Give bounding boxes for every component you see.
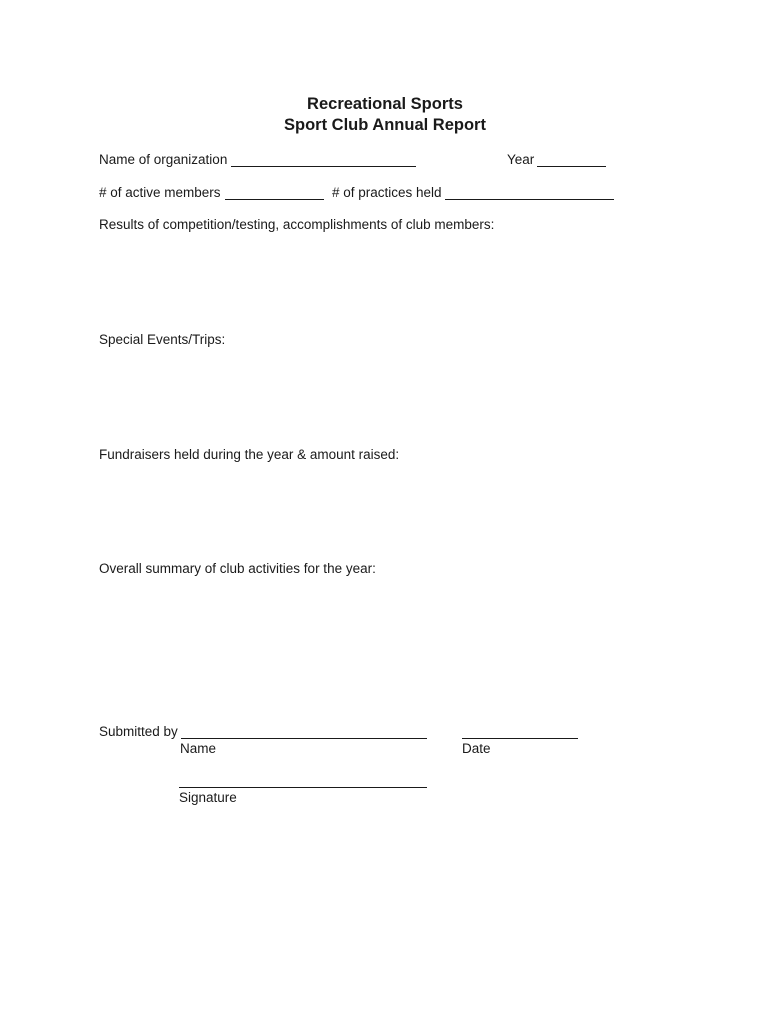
- summary-answer-area[interactable]: [99, 584, 659, 704]
- active-members-label: # of active members: [99, 185, 221, 200]
- signature-caption: Signature: [179, 790, 237, 805]
- practices-label: # of practices held: [332, 185, 442, 200]
- year-field[interactable]: [537, 152, 606, 167]
- results-answer-area[interactable]: [99, 240, 659, 320]
- active-members-field[interactable]: [225, 185, 324, 200]
- submitted-name-field[interactable]: [181, 724, 427, 739]
- form-title: Recreational Sports: [307, 95, 463, 113]
- summary-label: Overall summary of club activities for the year:: [99, 561, 376, 576]
- date-field[interactable]: [462, 724, 578, 739]
- results-label: Results of competition/testing, accomplishments of club members:: [99, 217, 495, 232]
- year-label: Year: [507, 152, 535, 167]
- fundraisers-label: Fundraisers held during the year & amount raised:: [99, 447, 400, 462]
- practices-field[interactable]: [445, 185, 614, 200]
- fundraisers-answer-area[interactable]: [99, 470, 659, 550]
- organization-label: Name of organization: [99, 152, 228, 167]
- special-events-label: Special Events/Trips:: [99, 332, 226, 347]
- signature-field[interactable]: [179, 773, 427, 788]
- form-subtitle: Sport Club Annual Report: [284, 116, 486, 134]
- name-caption: Name: [180, 741, 217, 756]
- submitted-by-label: Submitted by: [99, 724, 178, 739]
- organization-field[interactable]: [231, 152, 416, 167]
- special-events-answer-area[interactable]: [99, 355, 659, 435]
- date-caption: Date: [462, 741, 491, 756]
